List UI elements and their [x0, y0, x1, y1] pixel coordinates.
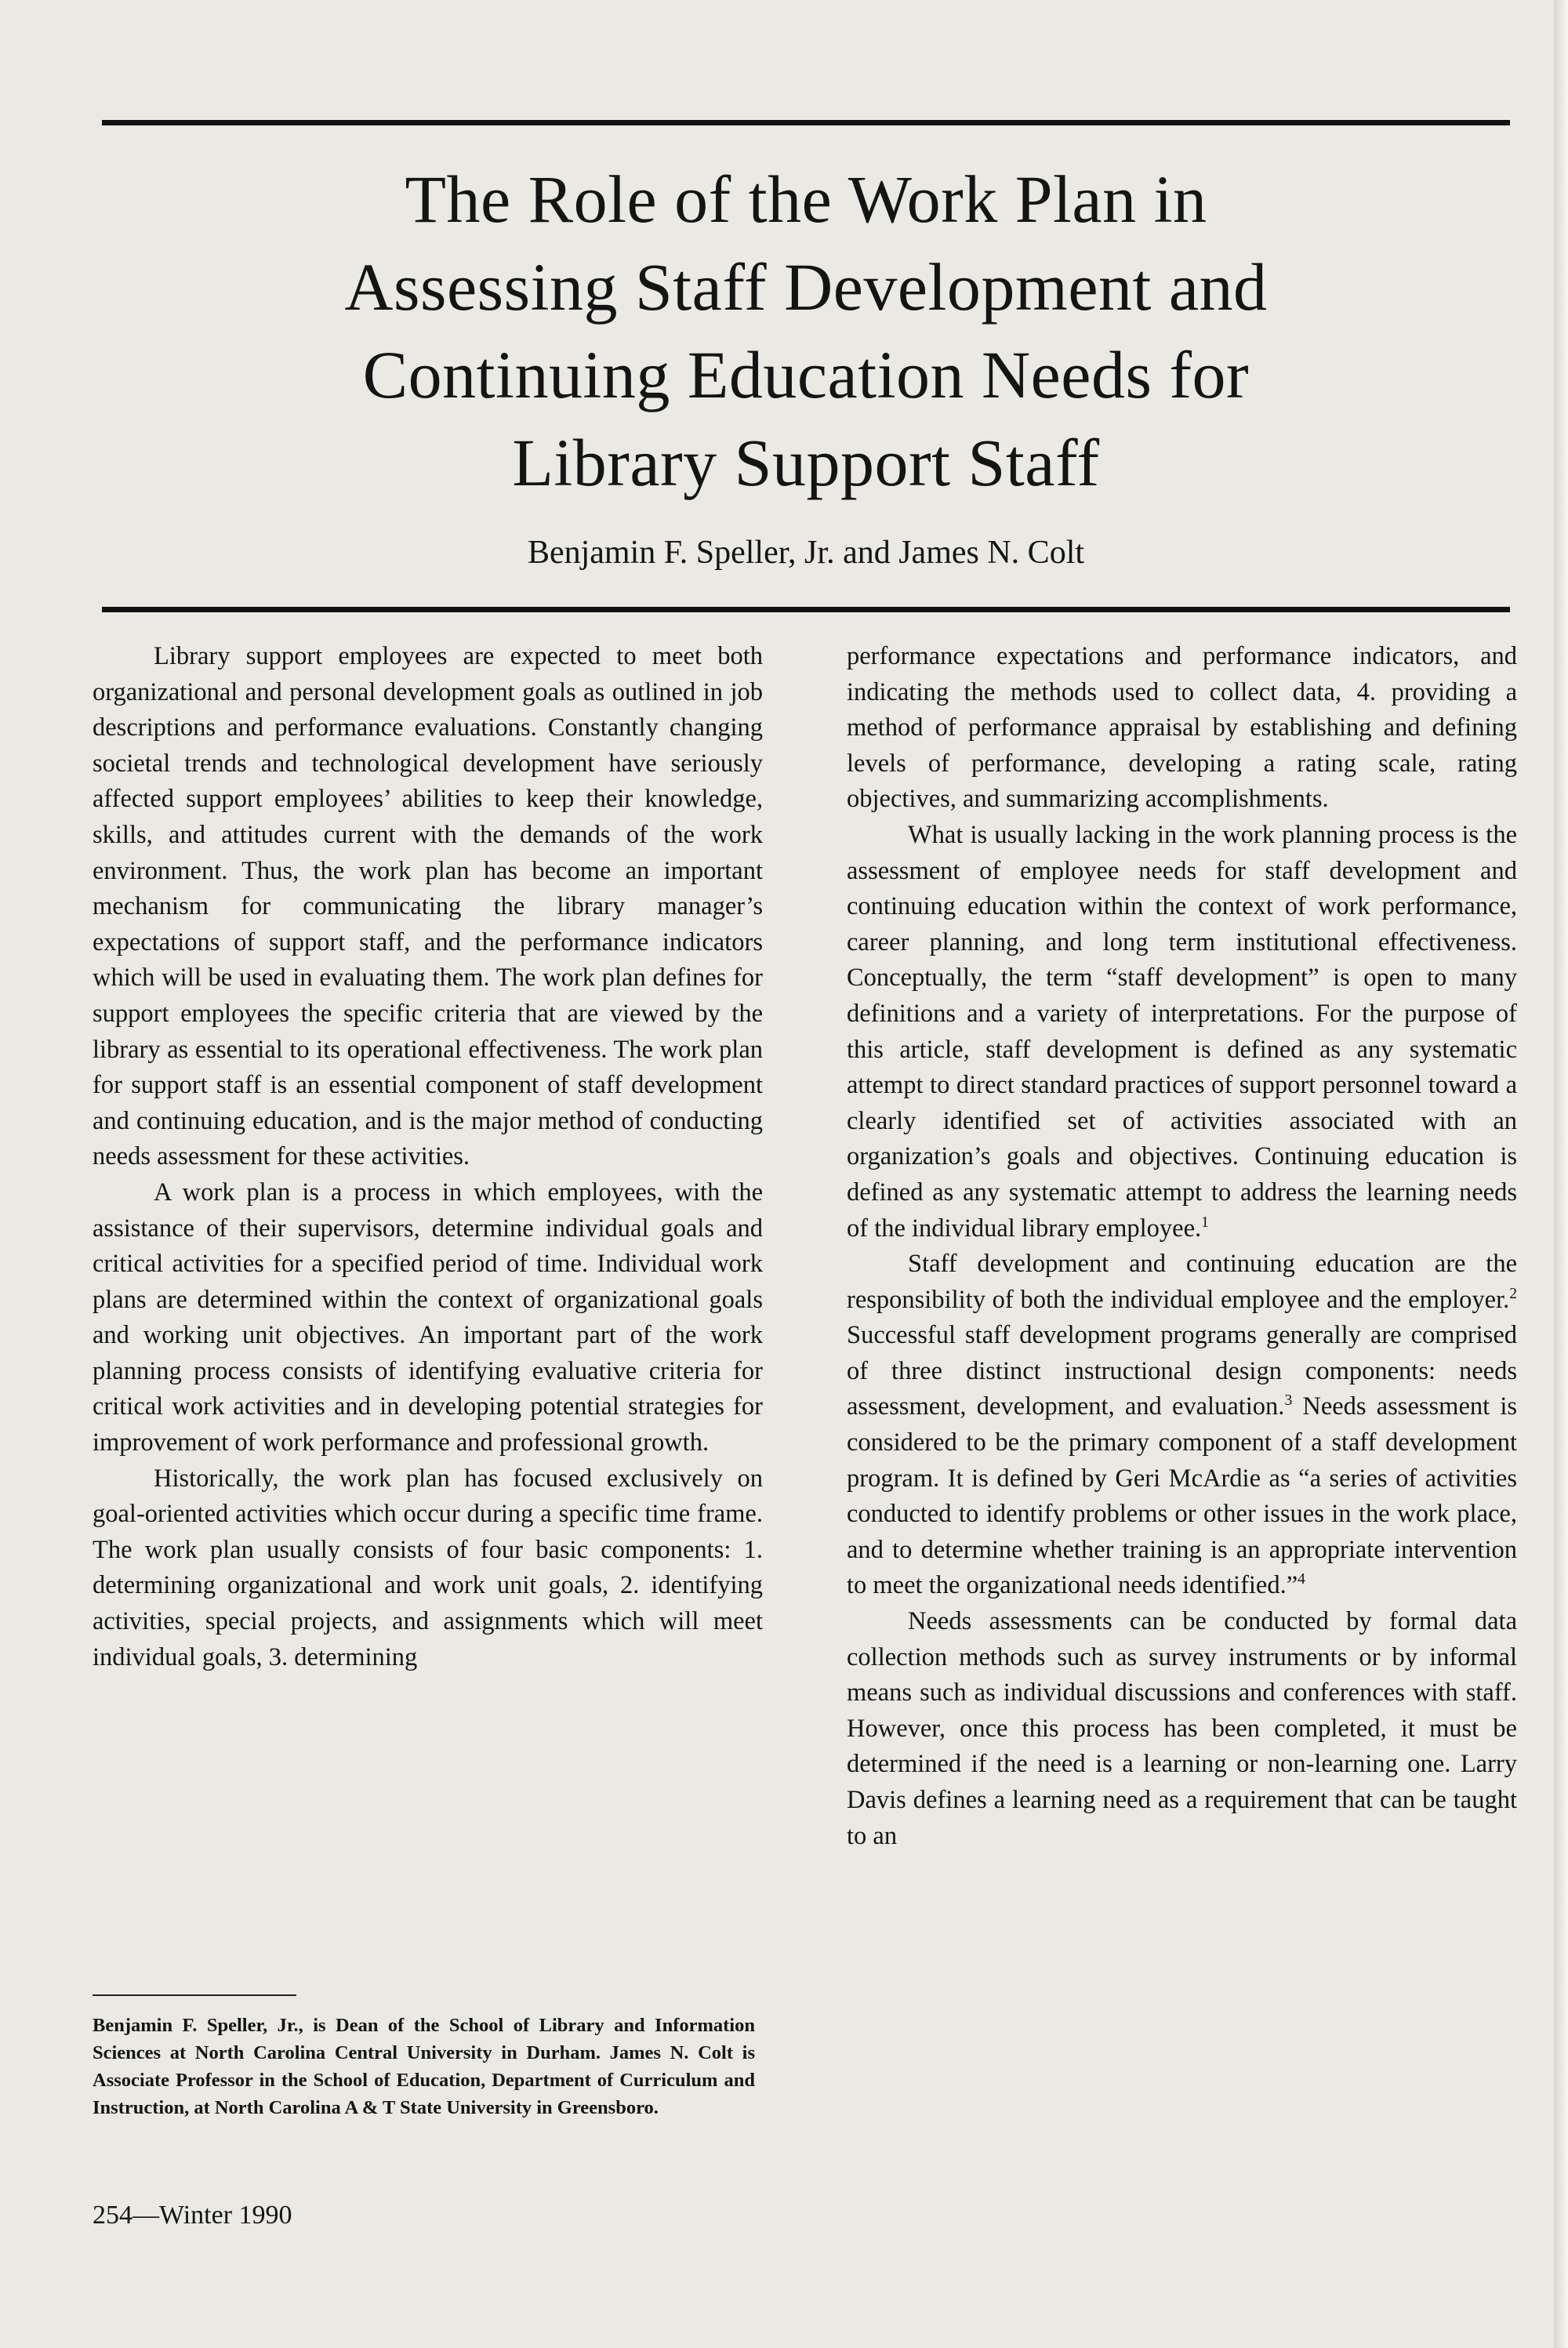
page-edge — [1554, 0, 1568, 2348]
top-rule — [102, 120, 1510, 125]
footnote-ref: 3 — [1284, 1392, 1293, 1410]
article-title — [102, 155, 1510, 506]
footnote-ref: 2 — [1509, 1285, 1517, 1302]
page-folio: 254—Winter 1990 — [93, 2201, 292, 2230]
author-footnote: Benjamin F. Speller, Jr., is Dean of the School of Library and Information Sciences at North Carolina Central University in Durham. James N. Colt is Associate Professor in the School of Education, Department of Curriculum and Instruction, at North Carolina A & T State University in Greensboro. — [93, 2015, 755, 2118]
title-line-3: Continuing Education Needs for — [362, 337, 1250, 412]
paragraph-text: What is usually lacking in the work planning process is the assessment of employee needs for staff development and continuing education within the context of work performance, career planning, and long term institutional effectiveness. Conceptually, the term “staff development” is open to many definitions and a variety of interpretations. For the purpose of this article, staff development is defined as any systematic attempt to direct standard practices of support personnel toward a clearly identified set of activities associated with an organization’s goals and objectives. Continuing education is defined as any systematic attempt to address the learning needs of the individual library employee. — [847, 820, 1517, 1243]
paragraph — [847, 818, 1517, 1247]
paragraph-text: Staff development and continuing education are the responsibility of both the individual employee and the employer. — [847, 1250, 1517, 1314]
title-line-4: Library Support Staff — [512, 425, 1100, 500]
byline-rule — [102, 607, 1510, 612]
title-line-2: Assessing Staff Development and — [344, 249, 1268, 325]
paragraph: performance expectations and performance indicators, and indicating the methods used to collect data, 4. providing a method of performance appraisal by establishing and defining levels of performance, developing a rating scale, rating objectives, and summarizing accomplishments. — [847, 642, 1517, 814]
paragraph: Historically, the work plan has focused exclusively on goal-oriented activities which occur during a specific time frame. The work plan usually consists of four basic components: 1. determining organizational and work unit goals, 2. identifying activities, special projects, and assignments which will meet individual goals, 3. determining — [93, 1464, 763, 1671]
paragraph-text: Successful staff development programs generally are comprised of three distinct instructional design components: needs assessment, development, and evaluation. — [847, 1321, 1517, 1421]
footnote-ref: 4 — [1298, 1571, 1305, 1588]
byline: Benjamin F. Speller, Jr. and James N. Colt — [527, 535, 1085, 571]
left-column — [93, 639, 763, 1675]
right-column — [847, 639, 1517, 1854]
paragraph: A work plan is a process in which employees, with the assistance of their supervisors, determine individual goals and critical activities for a specified period of time. Individual work plans are determined within the context of organizational goals and working unit objectives. An important part of the work planning process consists of identifying evaluative criteria for critical work activities and in developing potential strategies for improvement of work performance and professional growth. — [93, 1178, 763, 1457]
paragraph — [847, 1247, 1517, 1604]
footnote-ref: 1 — [1201, 1214, 1209, 1231]
paragraph: Needs assessments can be conducted by formal data collection methods such as survey instruments or by informal means such as individual discussions and conferences with staff. However, once this process has been completed, it must be determined if the need is a learning or non-learning one. Larry Davis defines a learning need as a requirement that can be taught to an — [847, 1607, 1517, 1850]
title-line-1: The Role of the Work Plan in — [405, 161, 1207, 237]
paragraph-text: Needs assessment is considered to be the primary component of a staff development program. It is defined by Geri McArdie as “a series of activities conducted to identify problems or other issues in the work place, and to determine whether training is an appropriate intervention to meet the organizational needs identified.” — [847, 1392, 1517, 1600]
footnote-rule — [93, 1994, 296, 1996]
paragraph: Library support employees are expected to meet both organizational and personal development goals as outlined in job descriptions and performance evaluations. Constantly changing societal trends and technological development have seriously affected support employees’ abilities to keep their knowledge, skills, and attitudes current with the demands of the work environment. Thus, the work plan has become an important mechanism for communicating the library manager’s expectations of support staff, and the performance indicators which will be used in evaluating them. The work plan defines for support employees the specific criteria that are viewed by the library as essential to its operational effectiveness. The work plan for support staff is an essential component of staff development and continuing education, and is the major method of conducting needs assessment for these activities. — [93, 642, 763, 1171]
